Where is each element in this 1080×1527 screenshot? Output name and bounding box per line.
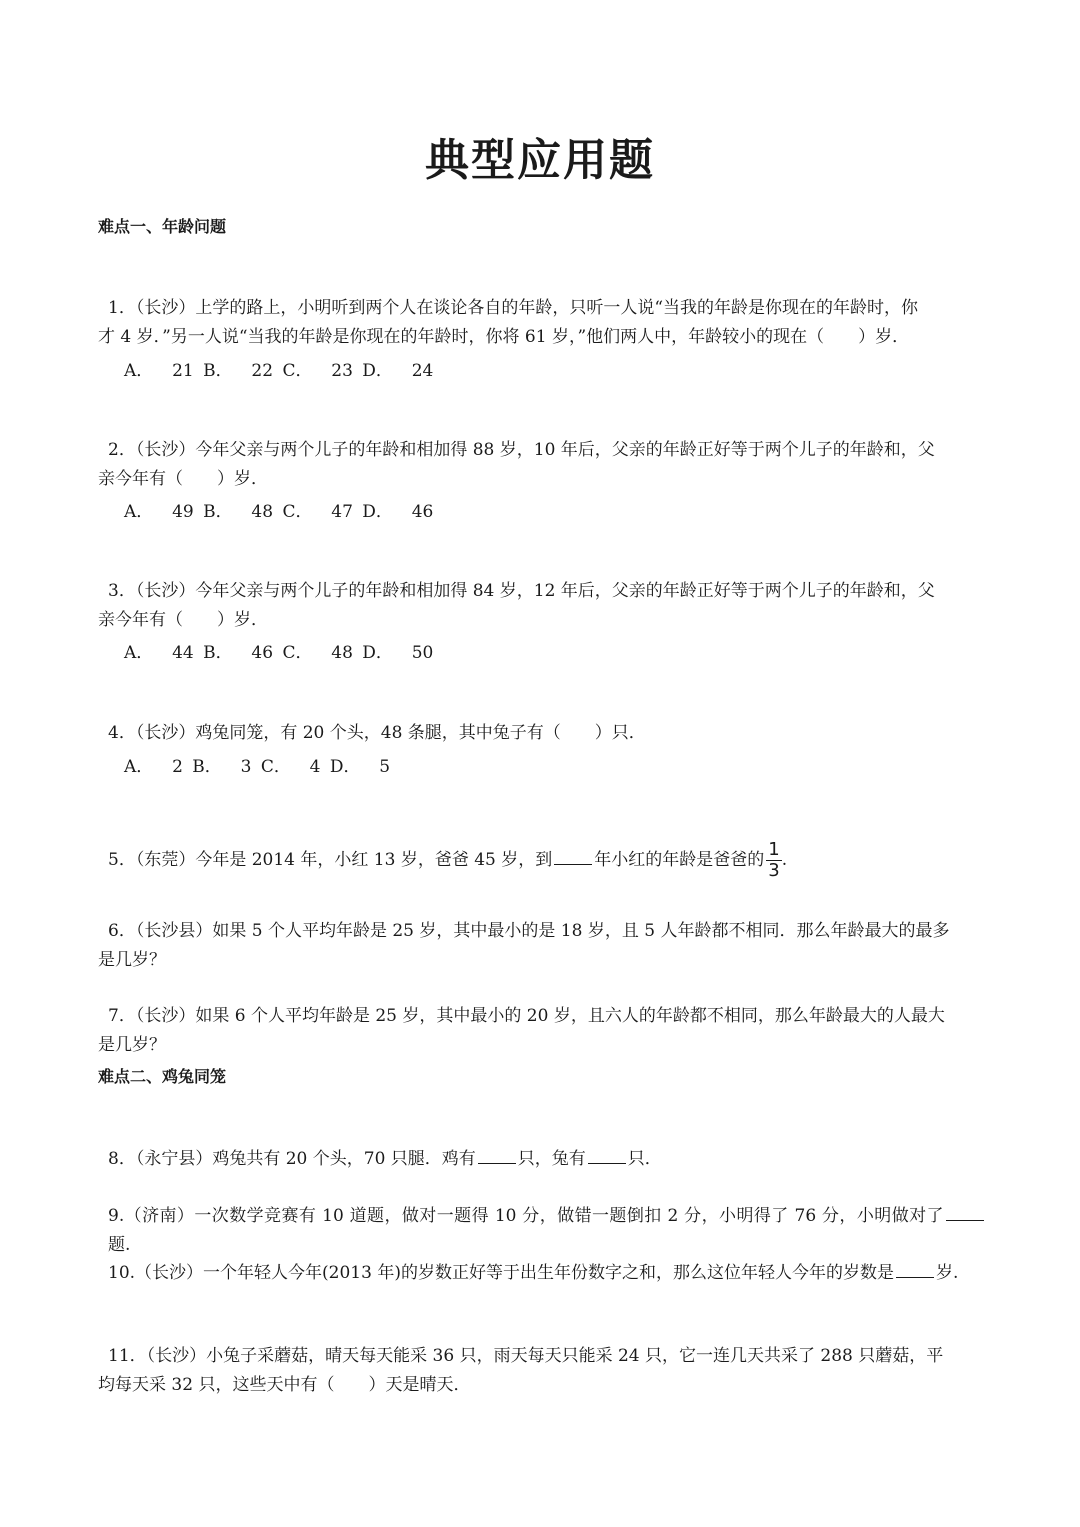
question-1-options: A． 21 B． 22 C． 23 D． 24 [124, 361, 434, 381]
question-2-line-2: 亲今年有（ ）岁． [98, 469, 268, 489]
question-7-line-1: 7．（长沙）如果 6 个人平均年龄是 25 岁，其中最小的 20 岁，且六人的年龄都不相同，那么年龄最大的人最大 [108, 1006, 945, 1026]
question-4 [98, 719, 986, 748]
fraction-denominator: 3 [768, 860, 780, 881]
question-3 [98, 577, 986, 635]
question-4-options: A． 2 B． 3 C． 4 D． 5 [124, 757, 391, 777]
question-2-options: A． 49 B． 48 C． 47 D． 46 [124, 502, 434, 522]
question-5-text-after: 年小红的年龄是爸爸的 [594, 850, 765, 870]
fraction-one-third [766, 840, 781, 881]
question-8-line [98, 1145, 986, 1174]
question-1-line-1: 1．（长沙）上学的路上，小明听到两个人在谈论各自的年龄，只听一人说“当我的年龄是你现在的年龄时，你 [108, 298, 919, 318]
question-8 [98, 1145, 986, 1174]
question-8-part-2: 只，兔有 [517, 1149, 586, 1169]
question-6-line-1: 6．（长沙县）如果 5 个人平均年龄是 25 岁，其中最小的是 18 岁，且 5 人年龄都不相同．那么年龄最大的最多 [108, 921, 950, 941]
question-2 [98, 436, 986, 494]
question-5-line [98, 840, 986, 881]
question-3-options: A． 44 B． 46 C． 48 D． 50 [124, 643, 434, 663]
question-7-line-2: 是几岁？ [98, 1035, 166, 1055]
answer-blank[interactable] [554, 848, 592, 865]
question-8-part-1: 8．（永宁县）鸡兔共有 20 个头，70 只腿．鸡有 [108, 1149, 476, 1169]
question-4-line-1: 4．（长沙）鸡兔同笼，有 20 个头，48 条腿，其中兔子有（ ）只． [108, 723, 646, 743]
answer-blank[interactable] [478, 1147, 516, 1164]
question-10-part-1: 10.（长沙）一个年轻人今年(2013 年)的岁数正好等于出生年份数字之和，那么这位年轻人今年的岁数是 [108, 1263, 894, 1283]
question-10-line [98, 1259, 986, 1288]
question-9-line [98, 1202, 986, 1260]
question-6 [98, 917, 986, 975]
question-11 [98, 1342, 986, 1400]
answer-blank[interactable] [896, 1261, 934, 1278]
question-3-line-1: 3．（长沙）今年父亲与两个儿子的年龄和相加得 84 岁，12 年后，父亲的年龄正好等于两个儿子的年龄和，父 [108, 581, 935, 601]
question-8-part-3: 只． [627, 1149, 662, 1169]
question-6-line-2: 是几岁？ [98, 950, 166, 970]
question-9-part-1: 9.（济南）一次数学竞赛有 10 道题，做对一题得 10 分，做错一题倒扣 2 分，小明得了 76 分，小明做对了 [108, 1206, 944, 1226]
fraction-numerator: 1 [768, 839, 780, 860]
question-5 [98, 840, 986, 881]
question-2-line-1: 2．（长沙）今年父亲与两个儿子的年龄和相加得 88 岁，10 年后，父亲的年龄正好等于两个儿子的年龄和，父 [108, 440, 935, 460]
question-1 [98, 294, 986, 352]
answer-blank[interactable] [946, 1204, 984, 1221]
section-heading-chicken-rabbit: 难点二、鸡兔同笼 [98, 1067, 227, 1086]
question-10-part-2: 岁. [935, 1263, 959, 1283]
question-3-line-2: 亲今年有（ ）岁． [98, 610, 268, 630]
question-5-text-before: 5．（东莞）今年是 2014 年，小红 13 岁，爸爸 45 岁，到 [108, 850, 553, 870]
question-9 [98, 1202, 986, 1260]
question-11-line-2: 均每天采 32 只，这些天中有（ ）天是晴天． [98, 1375, 471, 1395]
question-11-line-1: 11．（长沙）小兔子采蘑菇，晴天每天能采 36 只，雨天每天只能采 24 只，它一连几天共采了 288 只蘑菇，平 [108, 1346, 944, 1366]
question-10 [98, 1259, 986, 1288]
question-1-line-2: 才 4 岁．”另一人说“当我的年龄是你现在的年龄时，你将 61 岁，”他们两人中，年龄较小的现在（ ）岁． [98, 327, 910, 347]
question-9-part-2: 题. [108, 1235, 131, 1255]
section-heading-age: 难点一、年龄问题 [98, 217, 227, 236]
question-5-end: . [781, 850, 788, 870]
answer-blank[interactable] [588, 1147, 626, 1164]
question-7 [98, 1002, 986, 1060]
page-title: 典型应用题 [425, 135, 655, 186]
